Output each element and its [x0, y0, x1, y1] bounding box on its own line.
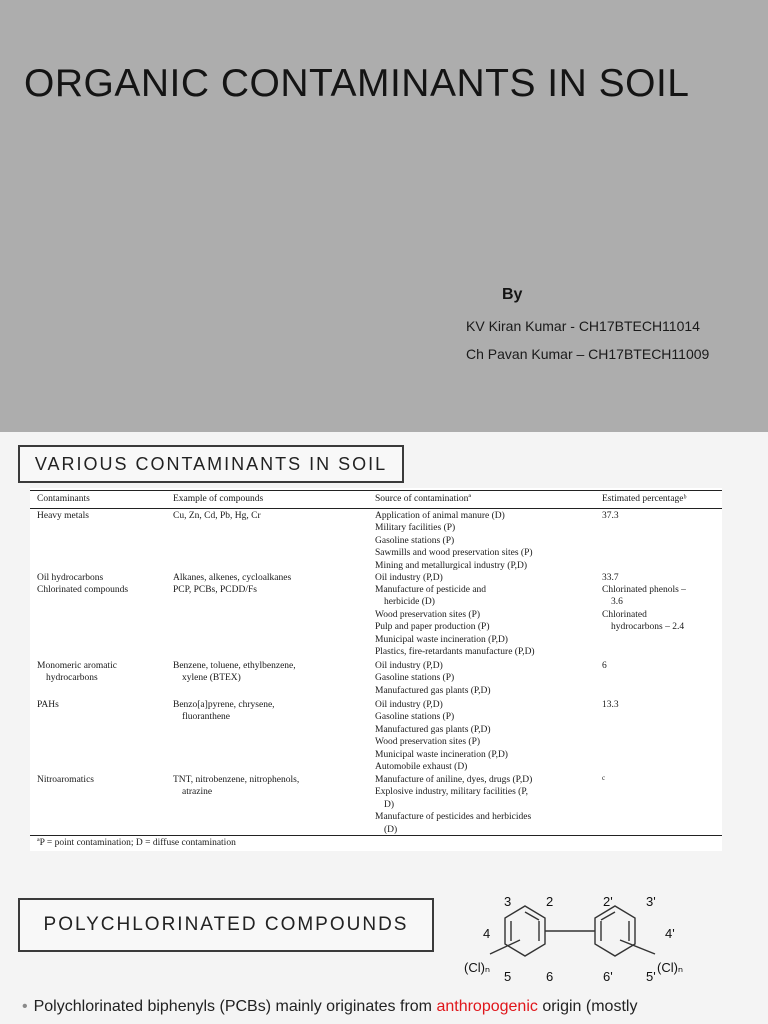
- sources-cell: [375, 699, 600, 773]
- bullet-dot-icon: •: [22, 998, 28, 1015]
- contaminant-name: Chlorinated compounds: [37, 585, 129, 595]
- pos-label: 2: [546, 894, 554, 909]
- cl-left-label: (Cl)ₙ: [464, 960, 491, 975]
- table-row-oil-hydrocarbons: [37, 572, 167, 584]
- header-percentage: Estimated percentageᵇ: [602, 494, 687, 504]
- source-line: herbicide (D): [384, 597, 435, 608]
- source-line: Manufactured gas plants (P,D): [375, 685, 491, 696]
- source-line: Wood preservation sites (P): [375, 737, 481, 748]
- percentage-cell: [602, 772, 720, 784]
- percentage-cell: [602, 510, 720, 522]
- header-source: Source of contaminationª: [375, 494, 472, 504]
- examples-cell: [173, 699, 369, 724]
- contaminant-name: hydrocarbons: [46, 673, 98, 684]
- source-line: Manufacture of pesticide and: [375, 585, 487, 595]
- bullet-text-end: origin (mostly: [537, 998, 638, 1015]
- contaminant-name: Nitroaromatics: [37, 775, 94, 785]
- source-line: Gasoline stations (P): [375, 712, 455, 723]
- pos-label: 3': [646, 894, 656, 909]
- contaminants-heading: VARIOUS CONTAMINANTS IN SOIL: [18, 445, 404, 483]
- author-1: KV Kiran Kumar - CH17BTECH11014: [466, 318, 700, 334]
- percentage-line: Chlorinated: [602, 609, 647, 620]
- percentage-cell: [602, 584, 720, 634]
- right-cl-bond: [620, 940, 655, 954]
- by-label: By: [502, 286, 523, 303]
- table-row-monomeric-aromatic: [37, 660, 167, 685]
- pos-label: 3: [504, 894, 512, 909]
- table-header-rule: [30, 508, 722, 509]
- pos-label: 6': [603, 969, 613, 984]
- source-line: Wood preservation sites (P): [375, 609, 481, 620]
- sources-cell: [375, 660, 600, 697]
- contaminants-table: [30, 488, 722, 851]
- examples-cell: [173, 774, 369, 799]
- sources-cell: [375, 774, 600, 836]
- source-line: Military facilities (P): [375, 523, 456, 534]
- pos-label: 4': [665, 926, 675, 941]
- source-line: Manufacture of aniline, dyes, drugs (P,D): [375, 775, 533, 785]
- percentage-cell: [602, 660, 720, 672]
- percentage-line: 3.6: [611, 597, 623, 608]
- header-examples: Example of compounds: [173, 494, 264, 504]
- title-slide: [0, 0, 768, 432]
- percentage-footnote-mark: c: [602, 774, 606, 782]
- example-line: atrazine: [182, 787, 213, 798]
- example-line: xylene (BTEX): [182, 673, 241, 684]
- example-line: Benzo[a]pyrene, chrysene,: [173, 700, 275, 710]
- cl-right-label: (Cl)ₙ: [657, 960, 684, 975]
- source-line: Manufacture of pesticides and herbicides: [375, 812, 532, 823]
- percentage-cell: [602, 699, 720, 711]
- source-line: Oil industry (P,D): [375, 661, 443, 671]
- source-line: Gasoline stations (P): [375, 535, 455, 546]
- table-footnote: ªP = point contamination; D = diffuse contamination: [37, 838, 236, 848]
- example-line: fluoranthene: [182, 712, 231, 723]
- bullet-highlight: anthropogenic: [436, 998, 538, 1015]
- source-line: Explosive industry, military facilities (P,: [375, 787, 528, 798]
- percentage-line: 33.7: [602, 573, 619, 583]
- percentage-line: hydrocarbons – 2.4: [611, 622, 685, 633]
- pos-label: 6: [546, 969, 554, 984]
- polychlorinated-heading: POLYCHLORINATED COMPOUNDS: [18, 898, 434, 952]
- author-2: Ch Pavan Kumar – CH17BTECH11009: [466, 346, 710, 362]
- percentage-cell: [602, 572, 720, 584]
- pos-label: 4: [483, 926, 491, 941]
- example-line: PCP, PCBs, PCDD/Fs: [173, 585, 257, 595]
- example-line: TNT, nitrobenzene, nitrophenols,: [173, 775, 300, 785]
- source-line: Mining and metallurgical industry (P,D): [375, 560, 528, 571]
- examples-cell: [173, 510, 369, 522]
- example-line: Cu, Zn, Cd, Pb, Hg, Cr: [173, 511, 261, 521]
- contaminant-name: Heavy metals: [37, 511, 89, 521]
- source-line: Application of animal manure (D): [375, 511, 505, 521]
- example-line: Benzene, toluene, ethylbenzene,: [173, 661, 296, 671]
- table-row-nitroaromatics: [37, 774, 167, 786]
- source-line: Gasoline stations (P): [375, 673, 455, 684]
- source-line: Pulp and paper production (P): [375, 622, 490, 633]
- table-row-heavy-metals: [37, 510, 167, 522]
- source-line: D): [384, 799, 395, 810]
- source-line: Automobile exhaust (D): [375, 762, 468, 773]
- contaminant-name: Monomeric aromatic: [37, 661, 117, 671]
- source-line: Oil industry (P,D): [375, 573, 443, 583]
- source-line: Municipal waste incineration (P,D): [375, 634, 508, 645]
- header-contaminants: Contaminants: [37, 494, 90, 504]
- table-top-rule: [30, 490, 722, 491]
- source-line: (D): [384, 824, 398, 835]
- source-line: Municipal waste incineration (P,D): [375, 749, 508, 760]
- examples-cell: [173, 660, 369, 685]
- pcb-structure-diagram: [450, 888, 710, 988]
- percentage-line: 37.3: [602, 511, 619, 521]
- table-row-pahs: [37, 699, 167, 711]
- pcb-bullet-point: [22, 998, 762, 1016]
- pos-label: 5: [504, 969, 512, 984]
- percentage-line: 6: [602, 661, 607, 671]
- sources-cell: [375, 572, 600, 584]
- contaminant-name: Oil hydrocarbons: [37, 573, 104, 583]
- table-row-chlorinated-compounds: [37, 584, 167, 596]
- pos-label: 5': [646, 969, 656, 984]
- source-line: Oil industry (P,D): [375, 700, 443, 710]
- source-line: Plastics, fire-retardants manufacture (P,D): [375, 647, 535, 658]
- sources-cell: [375, 584, 600, 658]
- example-line: Alkanes, alkenes, cycloalkanes: [173, 573, 292, 583]
- bullet-text-start: Polychlorinated biphenyls (PCBs) mainly originates from: [33, 998, 437, 1015]
- contaminant-name: PAHs: [37, 700, 59, 710]
- source-line: Manufactured gas plants (P,D): [375, 724, 491, 735]
- sources-cell: [375, 510, 600, 572]
- examples-cell: [173, 584, 369, 596]
- presentation-title: ORGANIC CONTAMINANTS IN SOIL: [24, 62, 690, 105]
- pos-label: 2': [603, 894, 613, 909]
- percentage-line: 13.3: [602, 700, 619, 710]
- source-line: Sawmills and wood preservation sites (P): [375, 548, 533, 559]
- percentage-line: Chlorinated phenols –: [602, 585, 686, 595]
- examples-cell: [173, 572, 369, 584]
